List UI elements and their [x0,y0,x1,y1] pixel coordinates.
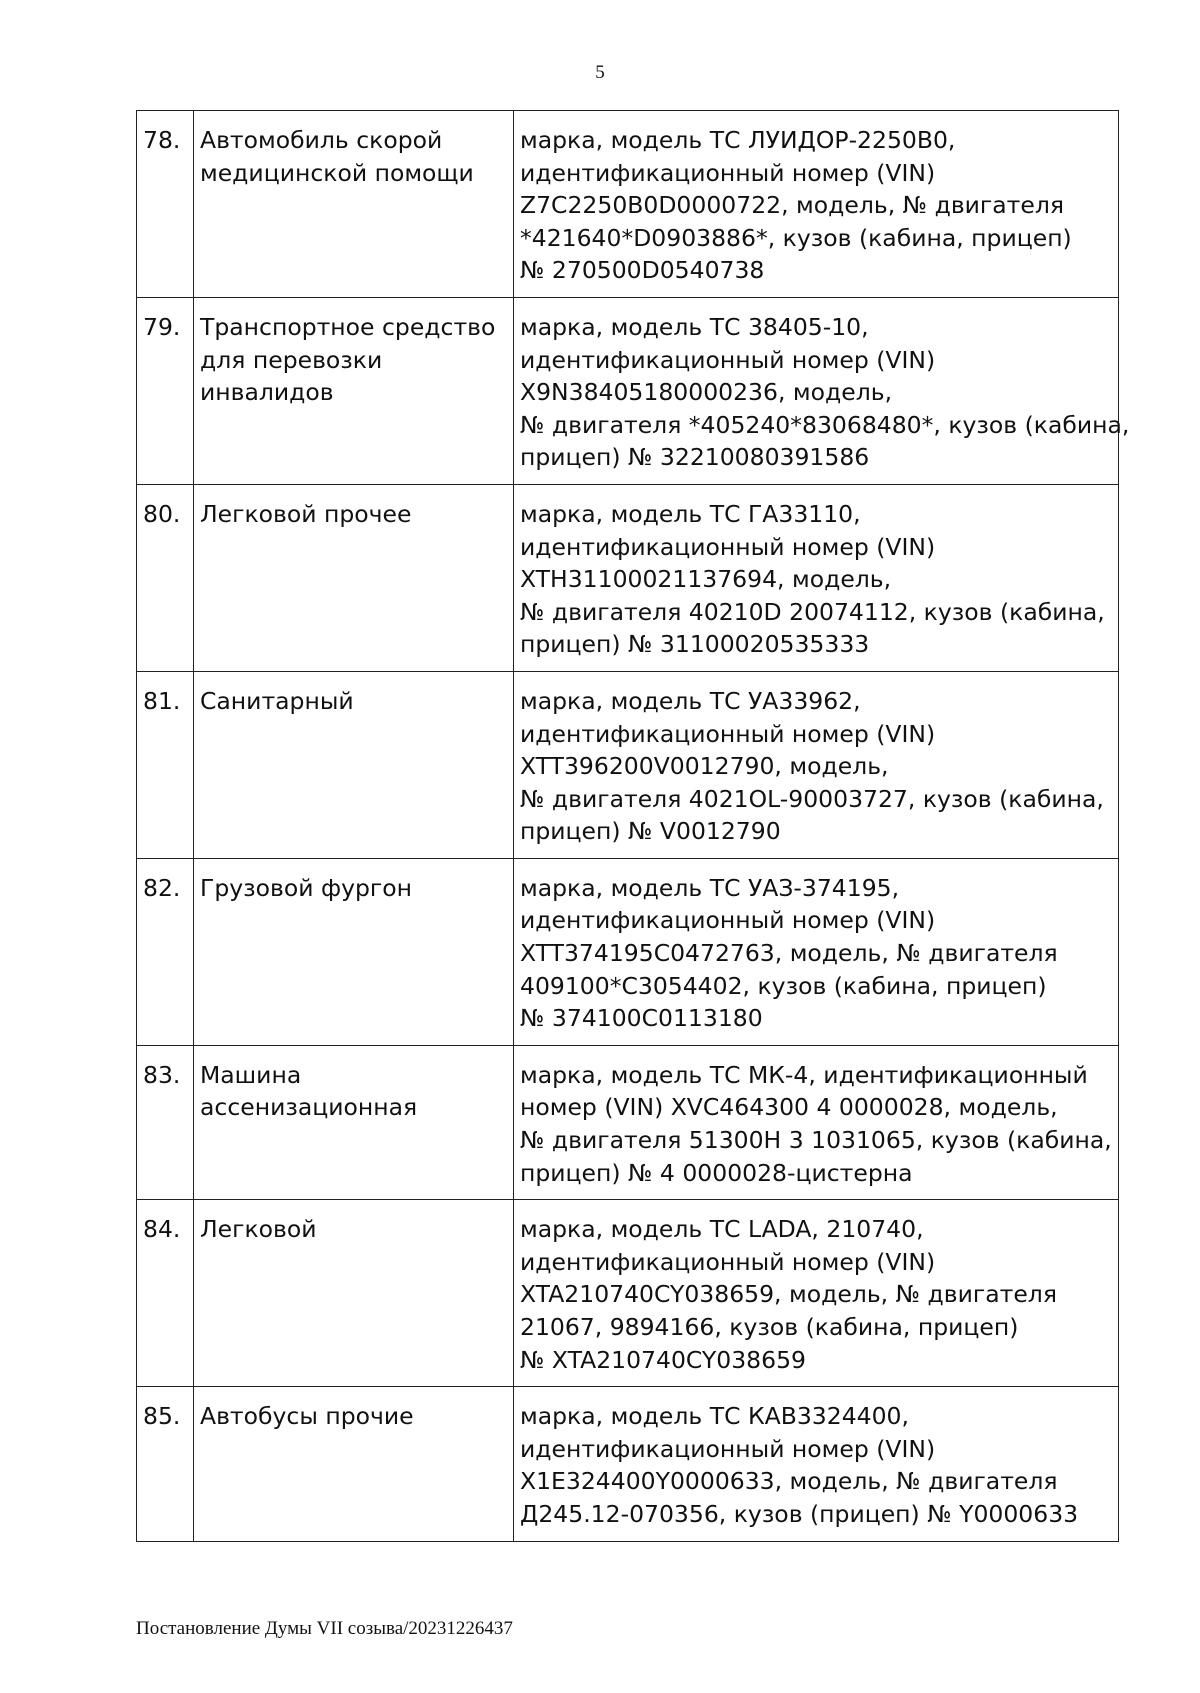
page-number: 5 [595,62,605,83]
description-line: марка, модель ТС LADA, 210740, [520,1215,924,1244]
vehicle-description [514,484,1119,671]
table-row [137,111,1119,298]
description-line: прицеп) № 4 0000028-цистерна [520,1158,913,1187]
description-line: прицеп) № 32210080391586 [520,443,870,472]
description-line: № 374100C0113180 [520,1004,763,1033]
description-line: № двигателя 51300H 3 1031065, кузов (кабина, [520,1126,1112,1155]
row-number: 81. [137,671,194,858]
description-line: прицеп) № 31100020535333 [520,630,870,659]
vehicle-description [514,297,1130,484]
vehicle-table [136,110,1130,1542]
row-number: 83. [137,1045,194,1199]
description-line: *421640*D0903886*, кузов (кабина, прицеп) [520,223,1072,252]
table-row [137,1387,1119,1541]
description-line: XTH31100021137694, модель, [520,565,892,594]
row-number: 84. [137,1200,194,1387]
description-line: № двигателя 4021OL-90003727, кузов (кабина, [520,784,1104,813]
description-line: идентификационный номер (VIN) [520,532,936,561]
vehicle-table-body [137,111,1130,1542]
description-line: XTT396200V0012790, модель, [520,752,889,781]
description-line: марка, модель ТС ЛУИДОР-2250В0, [520,126,956,154]
description-line: марка, модель ТС УА33962, [520,686,861,715]
table-row [137,484,1119,671]
row-number: 80. [137,484,194,671]
vehicle-name: Легковой [194,1200,514,1387]
description-line: марка, модель ТС КАВ3324400, [520,1402,909,1431]
description-line: марка, модель ТС УАЗ-374195, [520,873,900,902]
description-line: идентификационный номер (VIN) [520,158,936,187]
description-line: XTT374195C0472763, модель, № двигателя [520,939,1058,968]
vehicle-description [514,858,1119,1045]
description-line: XTA210740CY038659, модель, № двигателя [520,1280,1057,1309]
description-line: идентификационный номер (VIN) [520,345,936,374]
vehicle-name: Машина ассенизационная [194,1045,514,1199]
description-line: идентификационный номер (VIN) [520,1434,936,1463]
description-line: идентификационный номер (VIN) [520,719,936,748]
description-line: № двигателя *405240*83068480*, кузов (кабина, [520,410,1130,439]
description-line: 21067, 9894166, кузов (кабина, прицеп) [520,1313,1019,1341]
description-line: № двигателя 40210D 20074112, кузов (кабина, [520,597,1105,626]
vehicle-description [514,1045,1119,1199]
vehicle-name: Санитарный [194,671,514,858]
vehicle-description [514,1387,1119,1541]
table-row [137,297,1119,484]
vehicle-name: Транспортное средство для перевозки инвалидов [194,297,514,484]
table-row [137,671,1119,858]
description-line: Д245.12-070356, кузов (прицеп) № Y0000633 [520,1499,1079,1528]
document-footer: Постановление Думы VII созыва/20231226437 [136,1618,513,1639]
row-number: 85. [137,1387,194,1541]
description-line: марка, модель ТС ГА33110, [520,499,861,528]
description-line: X1E324400Y0000633, модель, № двигателя [520,1467,1058,1496]
vehicle-name: Легковой прочее [194,484,514,671]
vehicle-description [514,1200,1119,1387]
vehicle-description [514,111,1119,298]
row-number: 78. [137,111,194,298]
table-row [137,1200,1119,1387]
description-line: № XTA210740CY038659 [520,1345,806,1374]
table-row [137,858,1119,1045]
row-number: 82. [137,858,194,1045]
description-line: номер (VIN) XVC464300 4 0000028, модель, [520,1093,1058,1122]
description-line: идентификационный номер (VIN) [520,906,936,935]
description-line: прицеп) № V0012790 [520,817,781,846]
description-line: X9N38405180000236, модель, [520,378,893,407]
vehicle-name: Автобусы прочие [194,1387,514,1541]
description-line: № 270500D0540738 [520,256,765,285]
description-line: идентификационный номер (VIN) [520,1247,936,1276]
description-line: Z7C2250B0D0000722, модель, № двигателя [520,191,1064,220]
description-line: 409100*C3054402, кузов (кабина, прицеп) [520,971,1047,1000]
vehicle-description [514,671,1119,858]
description-line: марка, модель ТС 38405-10, [520,312,869,341]
row-number: 79. [137,297,194,484]
table-row [137,1045,1119,1199]
vehicle-name: Автомобиль скорой медицинской помощи [194,111,514,298]
description-line: марка, модель ТС МК-4, идентификационный [520,1060,1088,1089]
vehicle-name: Грузовой фургон [194,858,514,1045]
